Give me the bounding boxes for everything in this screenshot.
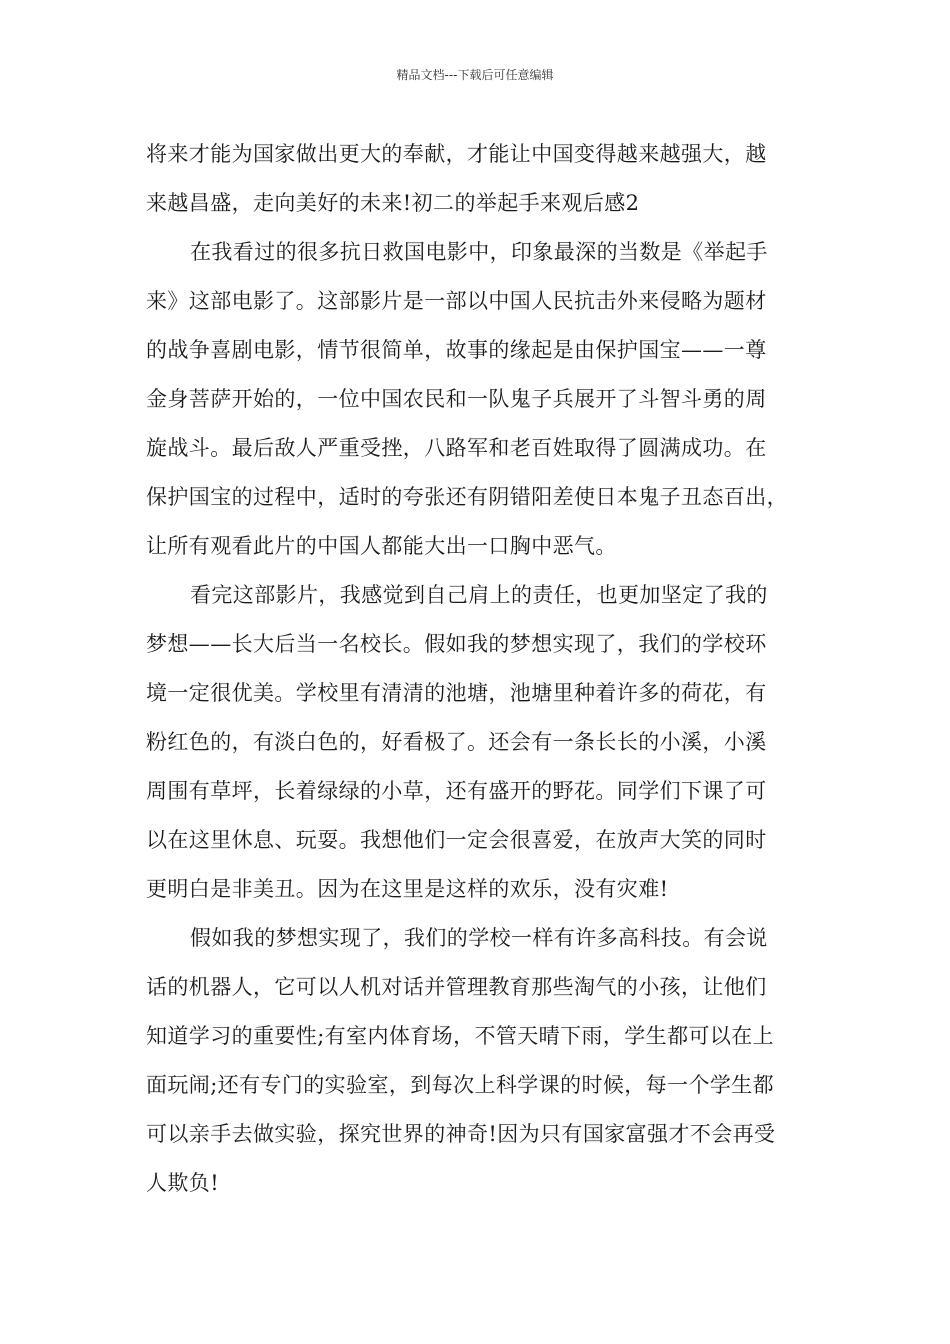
text-line: 在我看过的很多抗日救国电影中，印象最深的当数是《举起手 xyxy=(190,240,768,264)
text-line: 金身菩萨开始的，一位中国农民和一队鬼子兵展开了斗智斗勇的周 xyxy=(146,387,767,411)
text-line: 更明白是非美丑。因为在这里是这样的欢乐，没有灾难! xyxy=(146,877,669,901)
text-line: 可以亲手去做实验，探究世界的神奇!因为只有国家富强才不会再受 xyxy=(146,1122,776,1146)
paragraph xyxy=(146,228,816,571)
paragraph xyxy=(146,914,816,1208)
text-line: 面玩闹;还有专门的实验室，到每次上科学课的时候，每一个学生都 xyxy=(146,1073,775,1097)
text-line: 来越昌盛，走向美好的未来!初二的举起手来观后感2 xyxy=(146,191,640,215)
text-line: 周围有草坪，长着绿绿的小草，还有盛开的野花。同学们下课了可 xyxy=(146,779,767,803)
text-line: 粉红色的，有淡白色的，好看极了。还会有一条长长的小溪，小溪 xyxy=(146,730,767,754)
page-header: 精品文档---下载后可任意编辑 xyxy=(396,68,554,82)
paragraph xyxy=(146,130,816,228)
text-line: 看完这部影片，我感觉到自己肩上的责任，也更加坚定了我的 xyxy=(190,583,768,607)
text-line: 知道学习的重要性;有室内体育场，不管天晴下雨，学生都可以在上 xyxy=(146,1024,775,1048)
text-line: 将来才能为国家做出更大的奉献，才能让中国变得越来越强大，越 xyxy=(146,142,767,166)
text-line: 的战争喜剧电影，情节很简单，故事的缘起是由保护国宝——一尊 xyxy=(146,338,767,362)
text-line: 以在这里休息、玩耍。我想他们一定会很喜爱，在放声大笑的同时 xyxy=(146,828,767,852)
text-line: 人欺负! xyxy=(146,1171,220,1195)
text-line: 来》这部电影了。这部影片是一部以中国人民抗击外来侵略为题材 xyxy=(146,289,767,313)
text-line: 假如我的梦想实现了，我们的学校一样有许多高科技。有会说 xyxy=(190,926,768,950)
text-line: 保护国宝的过程中，适时的夸张还有阴错阳差使日本鬼子丑态百出， xyxy=(146,485,788,509)
paragraph xyxy=(146,571,816,914)
text-line: 梦想——长大后当一名校长。假如我的梦想实现了，我们的学校环 xyxy=(146,632,767,656)
text-line: 境一定很优美。学校里有清清的池塘，池塘里种着许多的荷花，有 xyxy=(146,681,767,705)
document-body xyxy=(146,130,816,1208)
text-line: 旋战斗。最后敌人严重受挫，八路军和老百姓取得了圆满成功。在 xyxy=(146,436,767,460)
text-line: 让所有观看此片的中国人都能大出一口胸中恶气。 xyxy=(146,534,617,558)
text-line: 话的机器人，它可以人机对话并管理教育那些淘气的小孩，让他们 xyxy=(146,975,767,999)
